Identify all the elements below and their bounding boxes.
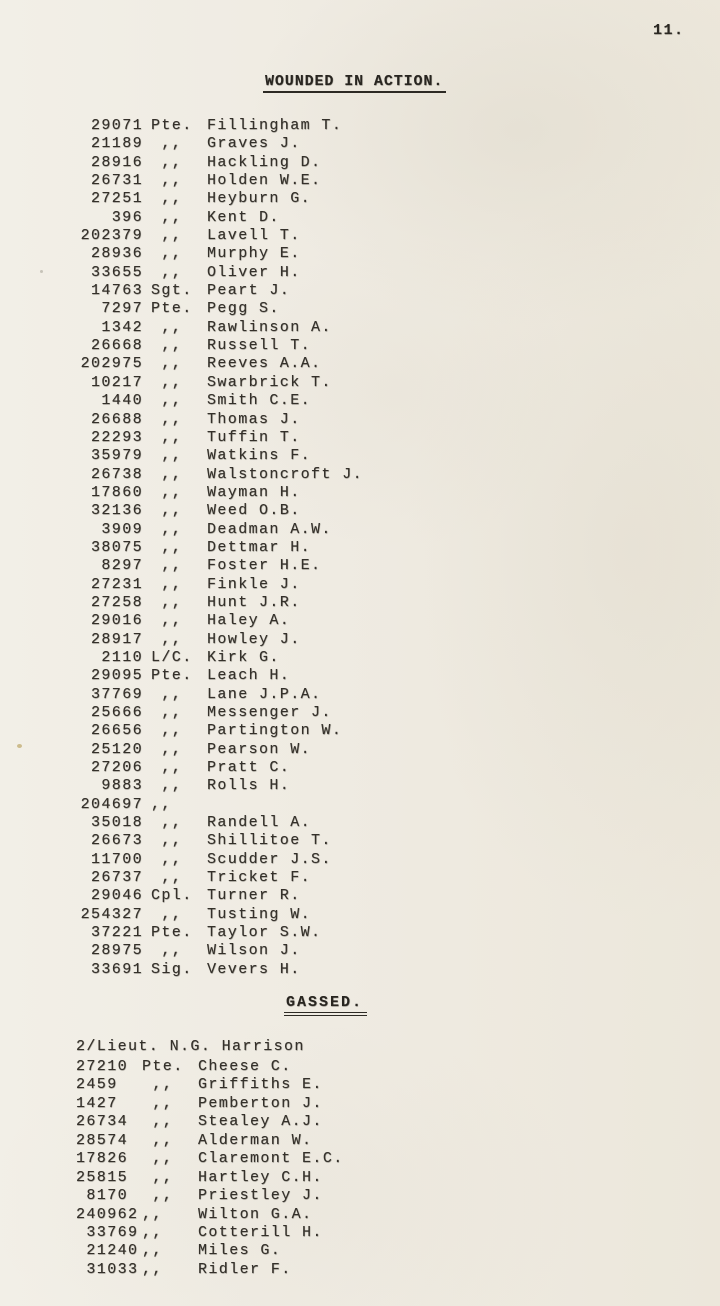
cell-rank: Sig. <box>151 960 193 978</box>
cell-name: Oliver H. <box>207 263 301 281</box>
table-row <box>66 649 363 667</box>
cell-rank: ,, <box>142 1131 174 1149</box>
cell-name: Reeves A.A. <box>207 355 322 373</box>
cell-name: Tricket F. <box>207 869 312 887</box>
cell-rank: Pte. <box>151 667 193 685</box>
cell-num: 202379 <box>80 227 143 245</box>
cell-num: 27251 <box>90 190 143 208</box>
table-row <box>76 1113 344 1131</box>
cell-name: Graves J. <box>207 135 301 153</box>
table-row <box>66 300 363 318</box>
cell-name: Pratt C. <box>207 759 291 777</box>
paper-smudge <box>40 270 43 273</box>
cell-name: Finkle J. <box>207 575 301 593</box>
table-row <box>66 374 363 392</box>
table-row <box>66 576 363 594</box>
cell-rank: ,, <box>151 447 183 465</box>
cell-rank: ,, <box>151 685 183 703</box>
cell-num: 202975 <box>80 355 143 373</box>
cell-name: Cheese C. <box>198 1058 292 1075</box>
table-row <box>66 722 363 740</box>
cell-rank: ,, <box>151 630 183 648</box>
cell-name: Vevers H. <box>207 960 301 978</box>
cell-name: Foster H.E. <box>207 557 322 575</box>
table-row <box>66 741 363 759</box>
cell-num: 21240 <box>76 1242 139 1260</box>
table-row <box>66 924 363 942</box>
cell-num: 38075 <box>90 538 143 556</box>
table-row <box>66 172 363 190</box>
cell-num: 33655 <box>90 263 143 281</box>
cell-num: 27210 <box>76 1058 129 1075</box>
cell-name: Swarbrick T. <box>207 373 332 391</box>
cell-name: Smith C.E. <box>207 392 312 410</box>
cell-rank: ,, <box>151 483 183 501</box>
cell-name: Priestley J. <box>198 1187 323 1205</box>
cell-rank: ,, <box>151 942 183 960</box>
cell-rank: ,, <box>142 1076 174 1094</box>
cell-name: Turner R. <box>207 887 301 905</box>
table-row <box>66 337 363 355</box>
cell-num: 32136 <box>90 502 143 520</box>
table-row <box>66 135 363 153</box>
cell-name: Randell A. <box>207 814 312 832</box>
table-row <box>66 686 363 704</box>
cell-rank: ,, <box>151 245 183 263</box>
cell-rank: Sgt. <box>151 282 193 300</box>
table-row <box>66 667 363 685</box>
table-row <box>76 1150 344 1168</box>
cell-name: Ridler F. <box>198 1260 292 1278</box>
cell-num: 22293 <box>90 428 143 446</box>
cell-rank: Pte. <box>151 300 193 318</box>
cell-name: Kirk G. <box>207 648 280 666</box>
table-row <box>76 1095 344 1113</box>
table-row <box>66 594 363 612</box>
cell-rank: ,, <box>151 428 183 446</box>
cell-name: Rolls H. <box>207 777 291 795</box>
cell-rank: ,, <box>151 465 183 483</box>
cell-name: Lavell T. <box>207 227 301 245</box>
cell-rank: ,, <box>142 1242 163 1260</box>
cell-rank: Pte. <box>142 1058 184 1075</box>
cell-num: 26737 <box>90 869 143 887</box>
cell-name: Holden W.E. <box>207 172 322 190</box>
cell-num: 26688 <box>90 410 143 428</box>
cell-num: 25815 <box>76 1168 129 1186</box>
cell-rank: ,, <box>142 1223 163 1241</box>
table-row <box>76 1187 344 1205</box>
table-row <box>66 447 363 465</box>
cell-num: 26738 <box>90 465 143 483</box>
cell-num: 3909 <box>101 520 143 538</box>
table-row <box>66 209 363 227</box>
cell-num: 27231 <box>90 575 143 593</box>
table-row <box>66 887 363 905</box>
cell-rank: ,, <box>151 557 183 575</box>
cell-num: 2459 <box>76 1076 118 1094</box>
cell-name: Tusting W. <box>207 905 312 923</box>
cell-name: Pearson W. <box>207 740 312 758</box>
cell-name: Kent D. <box>207 208 280 226</box>
table-row <box>76 1169 344 1187</box>
cell-num: 26656 <box>90 722 143 740</box>
cell-rank: ,, <box>142 1113 174 1131</box>
cell-rank: ,, <box>151 153 183 171</box>
cell-num: 29046 <box>90 887 143 905</box>
cell-name: Claremont E.C. <box>198 1150 344 1168</box>
cell-name: Dettmar H. <box>207 538 312 556</box>
cell-name: Thomas J. <box>207 410 301 428</box>
table-row <box>76 1058 344 1076</box>
cell-name: Scudder J.S. <box>207 850 332 868</box>
cell-rank: ,, <box>151 172 183 190</box>
cell-name: Murphy E. <box>207 245 301 263</box>
table-row <box>66 117 363 135</box>
cell-rank: ,, <box>151 612 183 630</box>
cell-num: 1427 <box>76 1094 118 1112</box>
cell-num: 25666 <box>90 704 143 721</box>
table-row <box>66 631 363 649</box>
table-row <box>66 759 363 777</box>
cell-name: Deadman A.W. <box>207 520 332 538</box>
table-row <box>66 869 363 887</box>
table-row <box>66 411 363 429</box>
cell-rank: ,, <box>151 135 183 153</box>
cell-num: 28916 <box>90 153 143 171</box>
table-row <box>66 245 363 263</box>
table-row <box>66 612 363 630</box>
cell-num: 28936 <box>90 245 143 263</box>
cell-num: 25120 <box>90 740 143 758</box>
cell-num: 29071 <box>90 117 143 134</box>
cell-rank: ,, <box>151 905 183 923</box>
page-number: 11. <box>653 22 685 39</box>
cell-rank: ,, <box>151 373 183 391</box>
table-row <box>66 282 363 300</box>
cell-num: 2110 <box>101 648 143 666</box>
cell-name: Rawlinson A. <box>207 318 332 336</box>
cell-num: 1342 <box>101 318 143 336</box>
table-row <box>66 832 363 850</box>
cell-num: 21189 <box>90 135 143 153</box>
cell-name: Russell T. <box>207 337 312 355</box>
cell-rank: ,, <box>151 392 183 410</box>
table-row <box>76 1132 344 1150</box>
cell-name: Wilton G.A. <box>198 1205 313 1223</box>
table-row <box>66 154 363 172</box>
cell-num: 27258 <box>90 593 143 611</box>
cell-rank: ,, <box>151 502 183 520</box>
table-row <box>66 814 363 832</box>
table-row <box>66 227 363 245</box>
cell-rank: ,, <box>151 227 183 245</box>
cell-name: Messenger J. <box>207 704 332 721</box>
table-row <box>66 942 363 960</box>
cell-name: Pegg S. <box>207 300 280 318</box>
table-row <box>66 429 363 447</box>
cell-name: Haley A. <box>207 612 291 630</box>
cell-name: Fillingham T. <box>207 117 343 134</box>
cell-num: 8170 <box>76 1187 129 1205</box>
cell-rank: ,, <box>151 740 183 758</box>
cell-num: 254327 <box>80 905 143 923</box>
cell-num: 28975 <box>90 942 143 960</box>
table-row <box>66 796 363 814</box>
cell-num: 26734 <box>76 1113 129 1131</box>
cell-rank: ,, <box>151 593 183 611</box>
table-row <box>66 521 363 539</box>
table-row <box>66 264 363 282</box>
gassed-officer-line: 2/Lieut. N.G. Harrison <box>76 1038 305 1055</box>
cell-rank: Pte. <box>151 117 193 134</box>
cell-num: 396 <box>111 208 143 226</box>
cell-name: Wayman H. <box>207 483 301 501</box>
wounded-casualty-list <box>66 117 363 979</box>
cell-name: Taylor S.W. <box>207 924 322 942</box>
cell-name: Watkins F. <box>207 447 312 465</box>
gassed-heading: GASSED. <box>284 994 367 1016</box>
cell-num: 35979 <box>90 447 143 465</box>
table-row <box>66 466 363 484</box>
cell-num: 29095 <box>90 667 143 685</box>
cell-name: Leach H. <box>207 667 291 685</box>
cell-num: 37221 <box>90 924 143 942</box>
cell-num: 204697 <box>80 795 143 813</box>
cell-rank: ,, <box>151 777 183 795</box>
cell-rank: ,, <box>142 1187 174 1205</box>
cell-rank: ,, <box>151 795 172 813</box>
cell-rank: ,, <box>151 759 183 777</box>
cell-name: Wilson J. <box>207 942 301 960</box>
cell-name: Howley J. <box>207 630 301 648</box>
cell-num: 31033 <box>76 1260 139 1278</box>
cell-rank: L/C. <box>151 648 193 666</box>
cell-name: Heyburn G. <box>207 190 312 208</box>
cell-num: 17826 <box>76 1150 129 1168</box>
cell-rank: ,, <box>151 538 183 556</box>
cell-num: 1440 <box>101 392 143 410</box>
cell-num: 11700 <box>90 850 143 868</box>
cell-name: Walstoncroft J. <box>207 465 364 483</box>
cell-name: Miles G. <box>198 1242 282 1260</box>
cell-num: 9883 <box>101 777 143 795</box>
cell-rank: ,, <box>142 1094 174 1112</box>
table-row <box>76 1224 344 1242</box>
cell-rank: ,, <box>142 1205 163 1223</box>
cell-name: Cotterill H. <box>198 1223 323 1241</box>
cell-rank: ,, <box>151 850 183 868</box>
cell-num: 33691 <box>90 960 143 978</box>
cell-rank: ,, <box>151 832 183 850</box>
cell-name: Lane J.P.A. <box>207 685 322 703</box>
paper-speck <box>17 744 22 748</box>
cell-rank: ,, <box>142 1168 174 1186</box>
cell-rank: ,, <box>151 704 183 721</box>
cell-rank: ,, <box>151 318 183 336</box>
cell-rank: ,, <box>151 722 183 740</box>
cell-name: Hackling D. <box>207 153 322 171</box>
cell-num: 28574 <box>76 1131 129 1149</box>
table-row <box>66 502 363 520</box>
cell-num: 37769 <box>90 685 143 703</box>
table-row <box>66 392 363 410</box>
table-row <box>66 190 363 208</box>
cell-rank: ,, <box>142 1260 163 1278</box>
cell-num: 28917 <box>90 630 143 648</box>
cell-name: Hunt J.R. <box>207 593 301 611</box>
table-row <box>66 319 363 337</box>
cell-num: 7297 <box>101 300 143 318</box>
cell-rank: Cpl. <box>151 887 193 905</box>
table-row <box>66 906 363 924</box>
cell-rank: ,, <box>151 208 183 226</box>
cell-rank: ,, <box>151 869 183 887</box>
cell-num: 14763 <box>90 282 143 300</box>
cell-rank: ,, <box>151 814 183 832</box>
table-row <box>66 484 363 502</box>
table-row <box>66 961 363 979</box>
cell-num: 26668 <box>90 337 143 355</box>
cell-num: 35018 <box>90 814 143 832</box>
table-row <box>66 539 363 557</box>
table-row <box>76 1261 344 1279</box>
cell-rank: ,, <box>151 190 183 208</box>
cell-rank: ,, <box>151 355 183 373</box>
cell-name: Pemberton J. <box>198 1094 323 1112</box>
table-row <box>66 851 363 869</box>
cell-num: 26731 <box>90 172 143 190</box>
cell-name: Alderman W. <box>198 1131 313 1149</box>
cell-num: 27206 <box>90 759 143 777</box>
cell-rank: ,, <box>151 337 183 355</box>
table-row <box>76 1242 344 1260</box>
cell-rank: ,, <box>151 263 183 281</box>
cell-name: Tuffin T. <box>207 428 301 446</box>
table-row <box>66 355 363 373</box>
cell-name: Hartley C.H. <box>198 1168 323 1186</box>
table-row <box>76 1076 344 1094</box>
wounded-in-action-heading: WOUNDED IN ACTION. <box>263 73 446 93</box>
gassed-casualty-list <box>76 1058 344 1279</box>
cell-name: Shillitoe T. <box>207 832 332 850</box>
cell-rank: ,, <box>151 520 183 538</box>
cell-name: Peart J. <box>207 282 291 300</box>
table-row <box>76 1206 344 1224</box>
cell-rank: Pte. <box>151 924 193 942</box>
cell-name: Partington W. <box>207 722 343 740</box>
table-row <box>66 704 363 722</box>
cell-num: 240962 <box>76 1205 139 1223</box>
cell-num: 17860 <box>90 483 143 501</box>
cell-num: 29016 <box>90 612 143 630</box>
cell-name: Griffiths E. <box>198 1076 323 1094</box>
cell-name: Weed O.B. <box>207 502 301 520</box>
table-row <box>66 557 363 575</box>
cell-name: Stealey A.J. <box>198 1113 323 1131</box>
cell-num: 33769 <box>76 1223 139 1241</box>
cell-rank: ,, <box>142 1150 174 1168</box>
cell-rank: ,, <box>151 575 183 593</box>
cell-num: 8297 <box>101 557 143 575</box>
cell-num: 10217 <box>90 373 143 391</box>
cell-rank: ,, <box>151 410 183 428</box>
cell-num: 26673 <box>90 832 143 850</box>
table-row <box>66 777 363 795</box>
